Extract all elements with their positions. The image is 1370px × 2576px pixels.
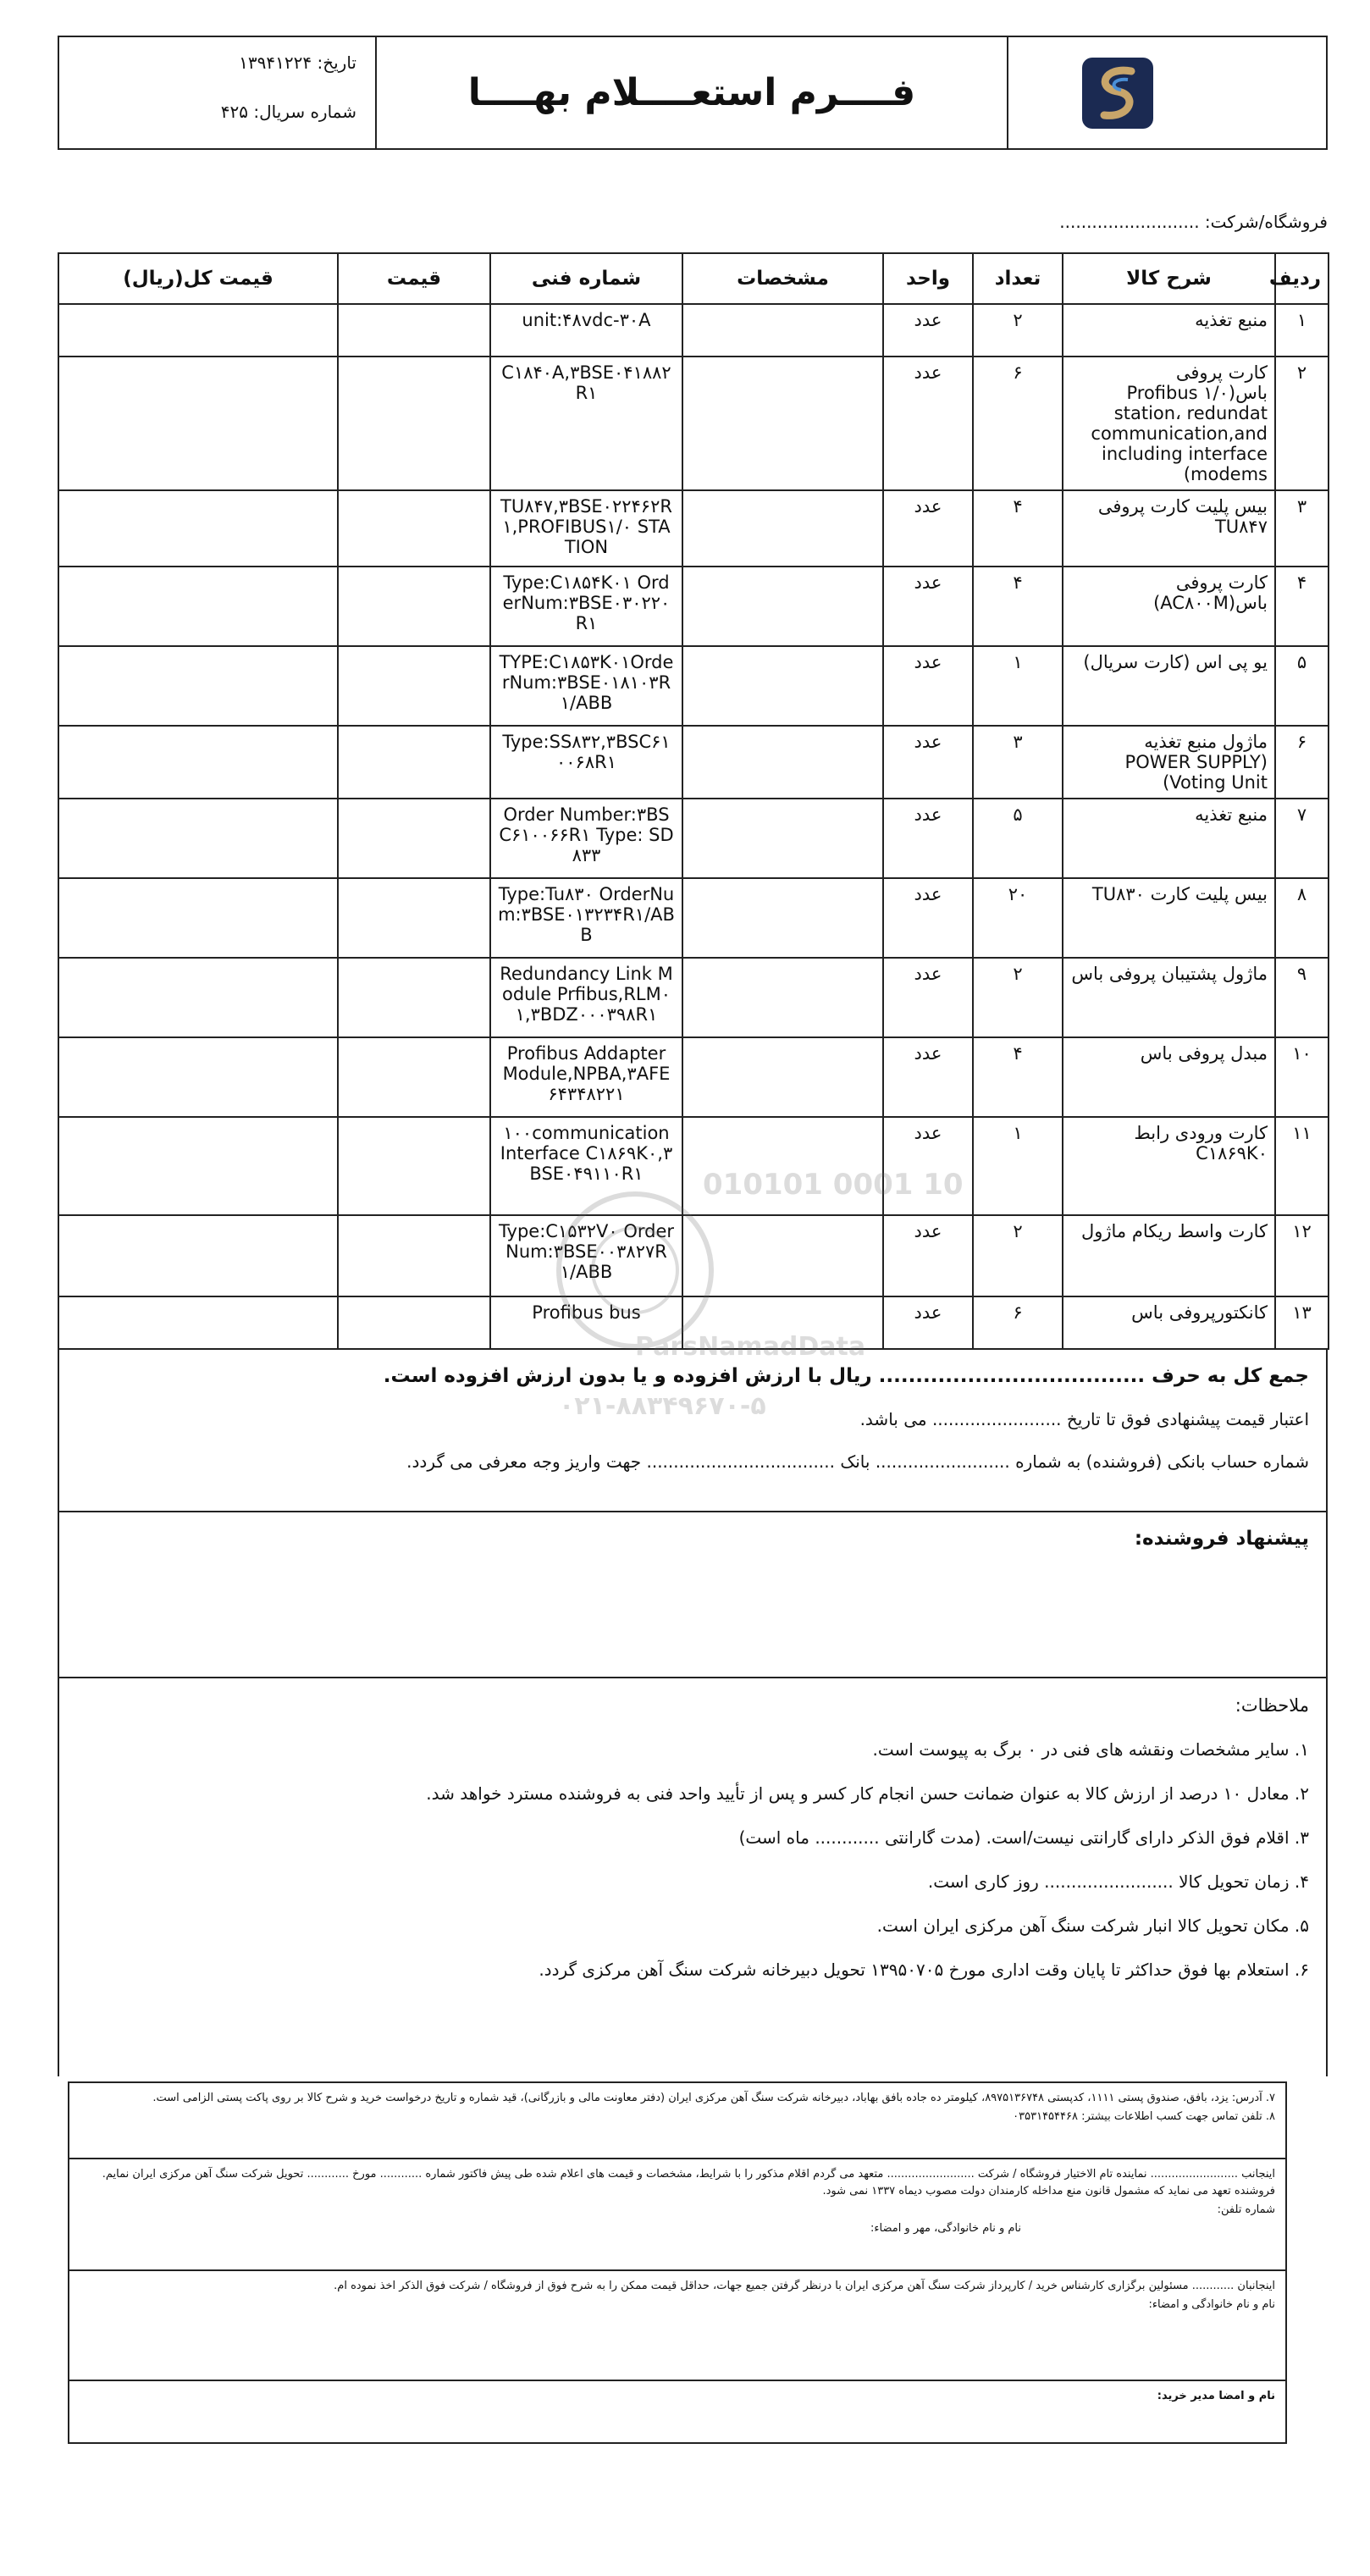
row-number: ۱۳	[1275, 1296, 1329, 1349]
table-row	[58, 878, 1329, 958]
note-item: ۳. اقلام فوق الذکر دارای گارانتی نیست/است. (مدت گارانتی ............ ماه است)	[738, 1827, 1309, 1848]
form-title: فــــرم استعــــلام بهــــا	[377, 37, 1008, 148]
seller-declaration	[69, 2159, 1285, 2271]
item-price[interactable]	[338, 1215, 490, 1296]
item-description: کانکتورپروفی باس	[1063, 1296, 1275, 1349]
item-tech-number: Redundancy Link Module Prfibus,RLM۰۱,۳BDZ۰۰۰۳۹۸R۱	[490, 958, 682, 1037]
item-description: کارت ورودی رابط C۱۸۶۹K۰	[1063, 1117, 1275, 1215]
item-description: بیس پلیت کارت TU۸۳۰	[1063, 878, 1275, 958]
row-number: ۴	[1275, 567, 1329, 646]
item-price[interactable]	[338, 1117, 490, 1215]
item-specs	[682, 1296, 883, 1349]
item-quantity: ۲	[973, 1215, 1063, 1296]
item-unit: عدد	[883, 304, 973, 357]
item-specs	[682, 567, 883, 646]
items-table	[58, 252, 1329, 1350]
col-unit: واحد	[883, 253, 973, 304]
item-total-price[interactable]	[58, 1117, 338, 1215]
item-description: کارت واسط ریکام ماژول	[1063, 1215, 1275, 1296]
item-unit: عدد	[883, 1037, 973, 1117]
table-row	[58, 646, 1329, 726]
item-specs	[682, 490, 883, 567]
row-number: ۱۲	[1275, 1215, 1329, 1296]
col-tech-number: شماره فنی	[490, 253, 682, 304]
item-specs	[682, 878, 883, 958]
item-specs	[682, 646, 883, 726]
manager-signature-section	[69, 2381, 1285, 2441]
item-price[interactable]	[338, 1296, 490, 1349]
item-tech-number: Profibus Addapter Module,NPBA,۳AFE۶۴۳۴۸۲۲۱	[490, 1037, 682, 1117]
item-unit: عدد	[883, 1296, 973, 1349]
item-tech-number: TU۸۴۷,۳BSE۰۲۲۴۶۲R۱,PROFIBUS۱/۰ STATION	[490, 490, 682, 567]
col-price: قیمت	[338, 253, 490, 304]
company-logo-icon	[1079, 54, 1157, 132]
item-quantity: ۵	[973, 799, 1063, 878]
buyer-signature: نام و نام خانوادگی و امضاء:	[1148, 2298, 1275, 2311]
table-row	[58, 1296, 1329, 1349]
item-description: ماژول پشتیبان پروفی باس	[1063, 958, 1275, 1037]
item-total-price[interactable]	[58, 357, 338, 490]
item-total-price[interactable]	[58, 1215, 338, 1296]
item-tech-number: Type:C۱۵۳۲V۰ OrderNum:۳BSE۰۰۳۸۲۷R۱/ABB	[490, 1215, 682, 1296]
item-total-price[interactable]	[58, 799, 338, 878]
item-total-price[interactable]	[58, 1296, 338, 1349]
item-unit: عدد	[883, 357, 973, 490]
item-total-price[interactable]	[58, 878, 338, 958]
item-unit: عدد	[883, 1117, 973, 1215]
item-unit: عدد	[883, 726, 973, 799]
header-logo-cell	[1008, 37, 1326, 148]
watermark-phone: ۰۲۱-۸۸۳۴۹۶۷۰-۵	[559, 1391, 766, 1421]
buyer-declaration	[69, 2271, 1285, 2381]
note-item: ۱. سایر مشخصات ونقشه های فنی در ۰ برگ به پیوست است.	[872, 1739, 1309, 1760]
seller-signature: نام و نام خانوادگی، مهر و امضاء:	[870, 2222, 1021, 2235]
table-row	[58, 357, 1329, 490]
bank-account: شماره حساب بانکی (فروشنده) به شماره ......................... بانک ................................... جهت واریز وجه معرفی می گردد.	[406, 1451, 1309, 1472]
item-price[interactable]	[338, 357, 490, 490]
item-quantity: ۲۰	[973, 878, 1063, 958]
item-quantity: ۴	[973, 490, 1063, 567]
item-quantity: ۱	[973, 646, 1063, 726]
table-row	[58, 799, 1329, 878]
item-quantity: ۴	[973, 567, 1063, 646]
item-quantity: ۱	[973, 1117, 1063, 1215]
note-item: ۲. معادل ۱۰ درصد از ارزش کالا به عنوان ضمانت حسن انجام کار کسر و پس از تأیید واحد فنی به فروشنده مسترد خواهد شد.	[426, 1783, 1309, 1804]
item-price[interactable]	[338, 567, 490, 646]
item-specs	[682, 726, 883, 799]
item-unit: عدد	[883, 646, 973, 726]
col-specs: مشخصات	[682, 253, 883, 304]
table-row	[58, 726, 1329, 799]
item-description: بیس پلیت کارت پروفی TU۸۴۷	[1063, 490, 1275, 567]
row-number: ۱۰	[1275, 1037, 1329, 1117]
table-row	[58, 1037, 1329, 1117]
item-tech-number: Order Number:۳BSC۶۱۰۰۶۶R۱ Type: SD۸۳۳	[490, 799, 682, 878]
col-description: شرح کالا	[1063, 253, 1275, 304]
item-unit: عدد	[883, 567, 973, 646]
item-total-price[interactable]	[58, 958, 338, 1037]
seller-declaration-text: اینجانب ......................... نماینده تام الاختیار فروشگاه / شرکت ......................... متعهد می گردم اقلام مذکور را با شرایط، مشخصات و قیمت های اعلام شده طی پیش فاکتور شماره ............ مورخ ............ تحویل شرکت سنگ آهن مرکزی ایران نمایم. فروشنده تعهد می نماید که مشمول قانون منع مداخله کارمندان دولت مصوب دیماه ۱۳۳۷ نمی شود.	[102, 2168, 1275, 2197]
item-total-price[interactable]	[58, 490, 338, 567]
row-number: ۶	[1275, 726, 1329, 799]
price-validity: اعتبار قیمت پیشنهادی فوق تا تاریخ ........................ می باشد.	[859, 1409, 1309, 1429]
row-number: ۳	[1275, 490, 1329, 567]
item-description: مبدل پروفی باس	[1063, 1037, 1275, 1117]
item-quantity: ۲	[973, 958, 1063, 1037]
item-description: منبع تغذیه	[1063, 799, 1275, 878]
row-number: ۸	[1275, 878, 1329, 958]
item-total-price[interactable]	[58, 726, 338, 799]
col-row: ردیف	[1275, 253, 1329, 304]
table-row	[58, 567, 1329, 646]
item-specs	[682, 1215, 883, 1296]
buyer-declaration-text: اینجانبان ............ مسئولین برگزاری کارشناس خرید / کارپرداز شرکت سنگ آهن مرکزی ایران با درنظر گرفتن جمیع جهات، حداقل قیمت ممکن را به شرح فوق از فروشگاه / شرکت فوق الذکر اخذ نموده ام.	[334, 2280, 1275, 2292]
item-specs	[682, 958, 883, 1037]
row-number: ۱	[1275, 304, 1329, 357]
table-row	[58, 1117, 1329, 1215]
notes-block	[58, 1678, 1328, 2076]
footer-phone: ۸. تلفن تماس جهت کسب اطلاعات بیشتر: ۰۳۵۳۱۴۵۴۴۶۸	[1013, 2110, 1275, 2123]
footer-contact	[69, 2083, 1285, 2159]
item-description: کارت پروفی باس(AC۸۰۰M)	[1063, 567, 1275, 646]
totals-block	[58, 1350, 1328, 1512]
item-specs	[682, 1037, 883, 1117]
table-row	[58, 958, 1329, 1037]
item-quantity: ۳	[973, 726, 1063, 799]
col-quantity: تعداد	[973, 253, 1063, 304]
header-meta	[59, 37, 377, 148]
form-header	[58, 36, 1328, 150]
item-unit: عدد	[883, 490, 973, 567]
item-specs	[682, 799, 883, 878]
item-tech-number: TYPE:C۱۸۵۳K۰۱OrderNum:۳BSE۰۱۸۱۰۳R۱/ABB	[490, 646, 682, 726]
item-total-price[interactable]	[58, 567, 338, 646]
item-description: کارت پروفی باس(Profibus ۱/۰ station، redundat communication,and including interface modems)	[1063, 357, 1275, 490]
item-tech-number: Type:Tu۸۳۰ OrderNum:۳BSE۰۱۳۲۳۴R۱/ABB	[490, 878, 682, 958]
item-tech-number: ۱۰۰communication Interface C۱۸۶۹K۰,۳BSE۰۴۹۱۱۰R۱	[490, 1117, 682, 1215]
item-description: یو پی اس (کارت سریال)	[1063, 646, 1275, 726]
watermark-name: ParsNamadData	[635, 1332, 866, 1362]
item-tech-number: Profibus bus	[490, 1296, 682, 1349]
table-header-row	[58, 253, 1329, 304]
footer-address: ۷. آدرس: یزد، بافق، صندوق پستی ۱۱۱۱، کدپستی ۸۹۷۵۱۳۶۷۴۸، کیلومتر ده جاده بافق بهاباد، دبیرخانه شرکت سنگ آهن مرکزی ایران (دفتر معاونت مالی و بازرگانی)، قید شماره و تاریخ درخواست خرید و شرح کالا بر روی پاکت پستی الزامی است.	[152, 2092, 1275, 2104]
seller-offer-block[interactable]	[58, 1512, 1328, 1678]
item-total-price[interactable]	[58, 1037, 338, 1117]
item-price[interactable]	[338, 878, 490, 958]
manager-signature: نام و امضا مدیر خرید:	[1157, 2390, 1275, 2402]
item-unit: عدد	[883, 958, 973, 1037]
item-price[interactable]	[338, 958, 490, 1037]
total-in-words: جمع کل به حرف .................................... ریال با ارزش افزوده و یا بدون ارزش افزوده است.	[383, 1365, 1309, 1387]
row-number: ۱۱	[1275, 1117, 1329, 1215]
form-serial: شماره سریال: ۴۲۵	[220, 102, 356, 122]
footer-box	[68, 2081, 1287, 2444]
item-price[interactable]	[338, 726, 490, 799]
col-total-price: قیمت کل(ریال)	[58, 253, 338, 304]
row-number: ۹	[1275, 958, 1329, 1037]
item-specs	[682, 357, 883, 490]
row-number: ۵	[1275, 646, 1329, 726]
watermark-digits: 010101 0001 10	[703, 1168, 964, 1202]
item-tech-number: Type:C۱۸۵۴K۰۱ OrderNum:۳BSE۰۳۰۲۲۰R۱	[490, 567, 682, 646]
item-quantity: ۲	[973, 304, 1063, 357]
item-tech-number: Type:SS۸۳۲,۳BSC۶۱۰۰۶۸R۱	[490, 726, 682, 799]
item-price[interactable]	[338, 490, 490, 567]
item-specs	[682, 304, 883, 357]
shop-field[interactable]: فروشگاه/شرکت: ..........................	[1059, 212, 1328, 232]
note-item: ۵. مکان تحویل کالا انبار شرکت سنگ آهن مرکزی ایران است.	[876, 1915, 1309, 1936]
form-date: تاریخ: ۱۳۹۴۱۲۲۴	[239, 53, 356, 73]
table-row	[58, 304, 1329, 357]
row-number: ۲	[1275, 357, 1329, 490]
note-item: ۶. استعلام بها فوق حداکثر تا پایان وقت اداری مورخ ۱۳۹۵۰۷۰۵ تحویل دبیرخانه شرکت سنگ آهن مرکزی گردد.	[539, 1960, 1309, 1980]
item-unit: عدد	[883, 1215, 973, 1296]
item-specs	[682, 1117, 883, 1215]
seller-offer-title: پیشنهاد فروشنده:	[1134, 1528, 1309, 1550]
notes-title: ملاحظات:	[1235, 1695, 1309, 1716]
item-tech-number: C۱۸۴۰A,۳BSE۰۴۱۸۸۲R۱	[490, 357, 682, 490]
item-price[interactable]	[338, 304, 490, 357]
item-total-price[interactable]	[58, 304, 338, 357]
table-row	[58, 1215, 1329, 1296]
item-description: منبع تغذیه	[1063, 304, 1275, 357]
item-unit: عدد	[883, 799, 973, 878]
item-unit: عدد	[883, 878, 973, 958]
note-item: ۴. زمان تحویل کالا ........................ روز کاری است.	[927, 1871, 1309, 1892]
table-row	[58, 490, 1329, 567]
item-price[interactable]	[338, 1037, 490, 1117]
row-number: ۷	[1275, 799, 1329, 878]
item-quantity: ۴	[973, 1037, 1063, 1117]
item-price[interactable]	[338, 646, 490, 726]
item-total-price[interactable]	[58, 646, 338, 726]
item-description: ماژول منبع تغذیه (POWER SUPPLY Voting Unit)	[1063, 726, 1275, 799]
item-quantity: ۶	[973, 357, 1063, 490]
item-price[interactable]	[338, 799, 490, 878]
seller-phone: شماره تلفن:	[1217, 2203, 1275, 2216]
item-quantity: ۶	[973, 1296, 1063, 1349]
item-tech-number: unit:۴۸vdc-۳۰A	[490, 304, 682, 357]
